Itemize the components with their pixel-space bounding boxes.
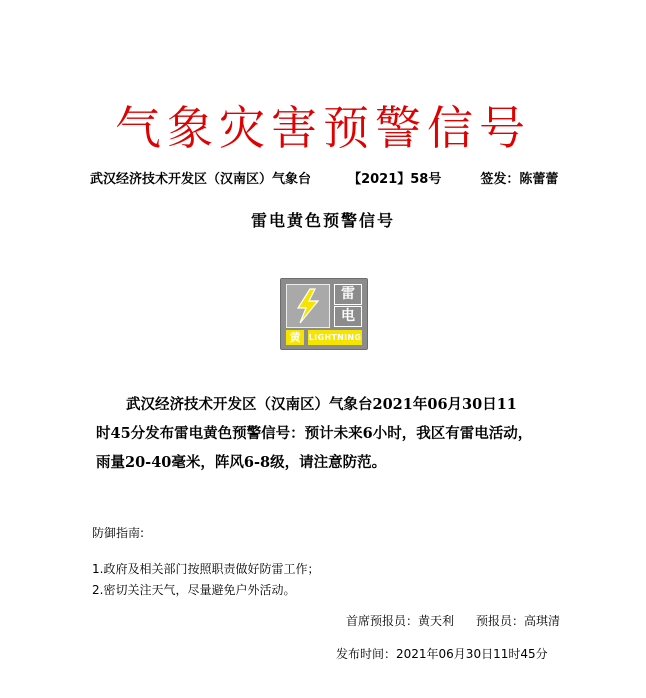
guide-title: 防御指南:	[92, 526, 145, 540]
bolt-panel	[286, 284, 330, 328]
signal-char-top: 雷	[334, 284, 362, 305]
body-line-1: 武汉经济技术开发区（汉南区）气象台2021年06月30日11	[126, 396, 517, 413]
guide-item-1: 1.政府及相关部门按照职责做好防雷工作；	[92, 562, 320, 576]
body-line-2: 时45分发布雷电黄色预警信号：预计未来6小时，我区有雷电活动，	[96, 425, 533, 442]
lightning-bolt-icon	[292, 288, 324, 324]
lightning-yellow-signal-icon	[280, 278, 368, 350]
signal-subtitle: 雷电黄色预警信号	[250, 211, 395, 230]
signal-english-label: LIGHTNING	[308, 330, 362, 345]
release-time: 发布时间：2021年06月30日11时45分	[336, 647, 548, 661]
warning-body	[96, 390, 566, 477]
issuer-name: 武汉经济技术开发区（汉南区）气象台	[90, 172, 312, 187]
signal-char-bottom: 电	[334, 306, 362, 327]
document-main-title: 气象灾害预警信号	[115, 101, 531, 155]
signal-level-char: 黄	[286, 330, 304, 345]
guide-item-2: 2.密切关注天气，尽量避免户外活动。	[92, 583, 296, 597]
document-number: 【2021】58号	[348, 172, 442, 187]
forecaster: 预报员：高琪清	[476, 614, 561, 628]
body-line-3: 雨量20-40毫米，阵风6-8级，请注意防范。	[96, 454, 387, 471]
chief-forecaster: 首席预报员：黄天利	[346, 614, 455, 628]
signer: 签发：陈蕾蕾	[480, 172, 559, 187]
document-header	[90, 168, 560, 187]
